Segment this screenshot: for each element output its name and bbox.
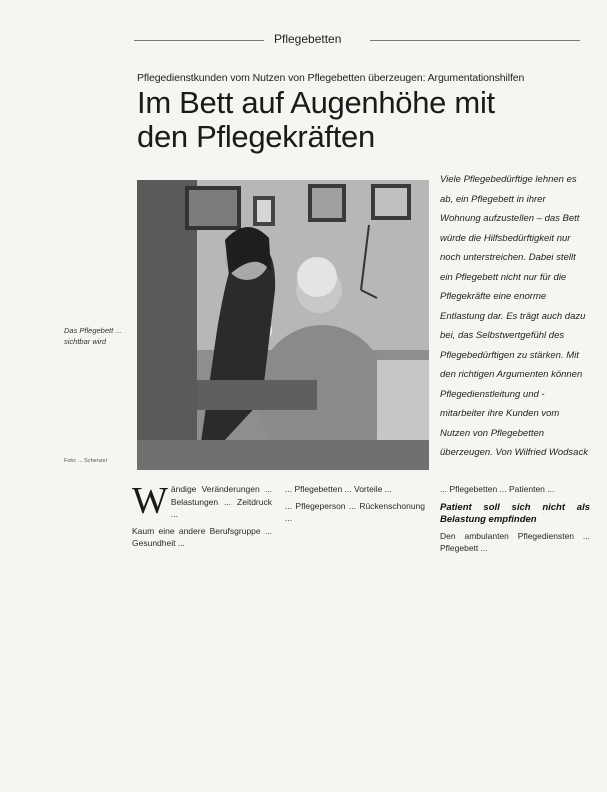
- headline-line-2: den Pflegekräften: [137, 119, 375, 154]
- article-headline: [137, 86, 587, 154]
- body-column-3: [440, 483, 590, 559]
- photo-caption: Das Pflegebett ... sichtbar wird: [64, 326, 122, 346]
- body-column-2: [285, 483, 425, 529]
- photo-credit: Foto: ... Schenzel: [64, 458, 107, 464]
- section-title: Pflegebetten: [274, 32, 342, 46]
- subheading: Patient soll sich nicht als Belastung empfinden: [440, 501, 590, 525]
- article-intro: Viele Pflegebedürftige lehnen es ab, ein Pflegebett in ihrer Wohnung aufzustellen – das Bett würde die Hilfsbedürftigkeit nur noch unterstreichen. Dabei stellt ein Pflegebett nicht nur für die Pflegekräfte eine enorme Entlastung dar. Es trägt auch dazu bei, das Selbstwertgefühl des Pflegebedürftigen zu stärken. Mit den richtigen Argumenten können Pflegedienstleitung und -mitarbeiter ihre Kunden vom Nutzen von Pflegebetten überzeugen. Von Wilfried Wodsack: [440, 174, 588, 458]
- header-rule-right: [370, 40, 580, 41]
- article-photo: [137, 180, 429, 470]
- body-paragraph: Kaum eine andere Berufsgruppe ... Gesundheit ...: [132, 525, 272, 549]
- body-paragraph: Den ambulanten Pflegediensten ... Pflegebett ...: [440, 530, 590, 554]
- article-kicker: Pflegedienstkunden vom Nutzen von Pflegebetten überzeugen: Argumentationshilfen: [137, 72, 525, 84]
- headline-line-1: Im Bett auf Augenhöhe mit: [137, 85, 495, 120]
- body-paragraph: ... Pflegebetten ... Vorteile ...: [285, 484, 392, 494]
- body-paragraph: ändige Veränderungen ... Belastungen ... Zeitdruck ...: [170, 484, 272, 520]
- dropcap: W: [132, 480, 168, 522]
- body-paragraph: ... Pflegeperson ... Rückenschonung ...: [285, 500, 425, 524]
- body-column-1: [132, 480, 272, 554]
- header-rule-left: [134, 40, 264, 41]
- body-paragraph: ... Pflegebetten ... Patienten ...: [440, 484, 555, 494]
